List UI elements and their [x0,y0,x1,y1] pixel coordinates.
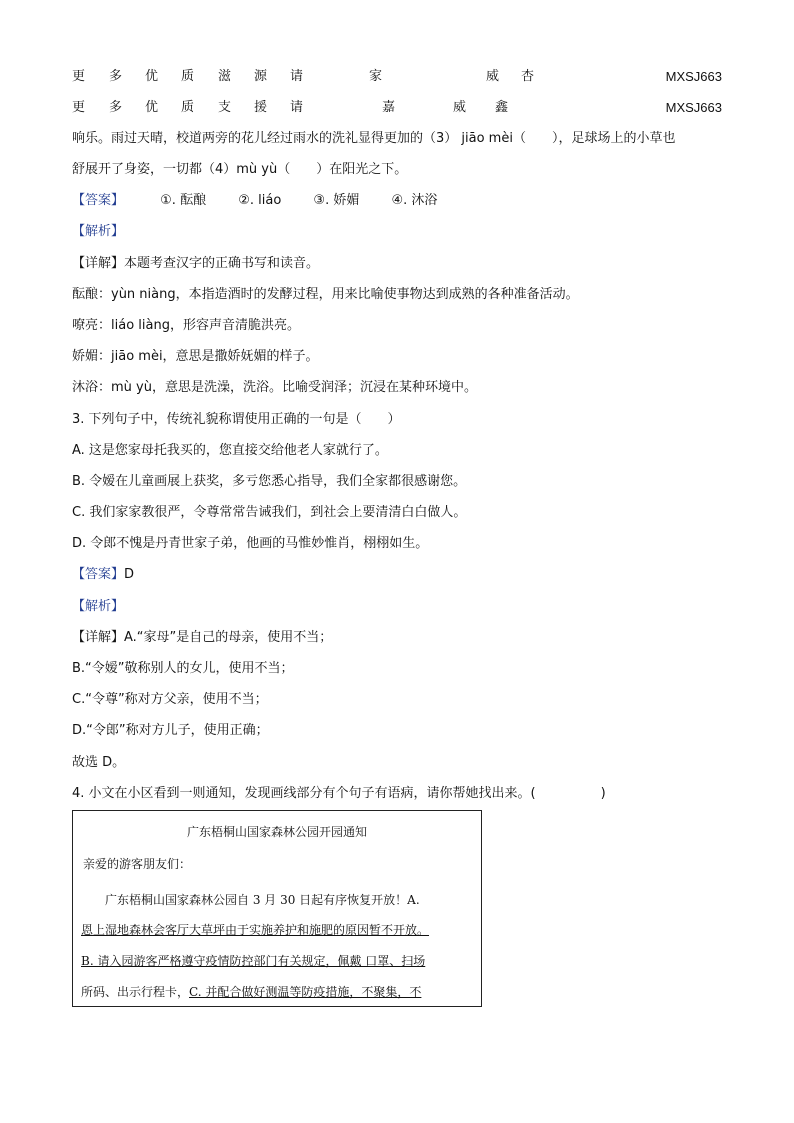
analysis-tag: 【解析】 [72,599,125,614]
q4-stem: 4. 小文在小区看到一则通知，发现画线部分有个句子有语病，请你帮她找出来。( ) [72,786,606,801]
q3-option-b: B. 令嫒在儿童画展上获奖，多亏您悉心指导，我们全家都很感谢您。 [72,474,467,489]
note-line: 酝酿：yùn niàng，本指造酒时的发酵过程，用来比喻使事物达到成熟的各种准备活动。 [72,287,579,302]
analysis-tag: 【解析】 [72,224,125,239]
notice-title: 广东梧桐山国家森林公园开园通知 [186,825,367,839]
note-line: C.“令尊”称对方父亲，使用不当； [72,692,268,707]
header-char: 请 [290,69,304,84]
note-line: 故选 D。 [72,755,126,770]
q2-answer-line [72,192,437,210]
detail-line: 【详解】A.“家母”是自己的母亲，使用不当； [72,630,333,645]
answer-value: D [124,567,135,582]
header-code: MXSJ663 [665,69,722,84]
notice-line-1: 广东梧桐山国家森林公园自 3 月 30 日起有序恢复开放！A. [105,893,420,907]
answer-item: ②. liáo [238,193,282,208]
note-line: 娇媚：jiāo mèi，意思是撒娇妩媚的样子。 [72,349,319,364]
answer-tag: 【答案】 [72,567,125,582]
passage-line-2: 舒展开了身姿，一切都（4）mù yù（ ）在阳光之下。 [72,162,408,177]
passage-line-1: 响乐。雨过天晴，校道两旁的花儿经过雨水的洗礼显得更加的（3） jiāo mèi（ ），足球场上的小草也 [72,131,676,146]
answer-tag: 【答案】 [72,193,125,208]
notice-underlined-text: C. 并配合做好测温等防疫措施，不聚集，不 [189,985,422,999]
header-char: 杏 [521,69,535,84]
notice-line-4 [81,983,421,1000]
detail-line: 【详解】本题考查汉字的正确书写和读音。 [72,256,320,271]
note-line: 沐浴：mù yù，意思是洗澡，洗浴。比喻受润泽；沉浸在某种环境中。 [72,380,477,395]
q3-option-a: A. 这是您家母托我买的，您直接交给他老人家就行了。 [72,443,388,458]
header-char: 优 [145,69,159,84]
header-char: 更 [72,69,86,84]
note-line: 嘹亮：liáo liàng，形容声音清脆洪亮。 [72,318,300,333]
header-char: 多 [109,69,123,84]
q3-option-d: D. 令郎不愧是丹青世家子弟，他画的马惟妙惟肖，栩栩如生。 [72,536,429,551]
notice-box [72,810,482,1007]
header-char: 援 [254,100,268,115]
answer-item: ④. 沐浴 [391,193,438,208]
note-line: D.“令郎”称对方儿子，使用正确； [72,723,269,738]
notice-line-3: B. 请入园游客严格遵守疫情防控部门有关规定，佩戴 口罩、扫场 [81,954,426,968]
answer-item: ①. 酝酿 [160,193,207,208]
header-code: MXSJ663 [665,100,722,115]
header-char: 家 [369,69,383,84]
header-char: 支 [218,100,232,115]
header-char: 优 [145,100,159,115]
header-char: 多 [109,100,123,115]
header-char: 嘉 [382,100,396,115]
notice-text: 所码、出示行程卡， [81,985,190,999]
q3-answer-line [72,566,134,584]
note-line: B.“令嫒”敬称别人的女儿，使用不当； [72,661,294,676]
header-char: 质 [181,100,195,115]
header-char: 威 [486,69,500,84]
header-char: 鑫 [495,100,509,115]
header-char: 滋 [218,69,232,84]
q3-stem: 3. 下列句子中，传统礼貌称谓使用正确的一句是（ ） [72,412,401,427]
answer-item: ③. 娇媚 [313,193,360,208]
q3-option-c: C. 我们家家教很严，令尊常常告诫我们，到社会上要清清白白做人。 [72,505,467,520]
header-char: 源 [254,69,268,84]
notice-line-2: 恩上湿地森林会客厅大草坪由于实施养护和施肥的原因暂不开放。 [81,923,430,937]
header-char: 威 [453,100,467,115]
notice-greeting: 亲爱的游客朋友们： [83,857,192,871]
header-char: 请 [290,100,304,115]
header-char: 更 [72,100,86,115]
header-char: 质 [181,69,195,84]
